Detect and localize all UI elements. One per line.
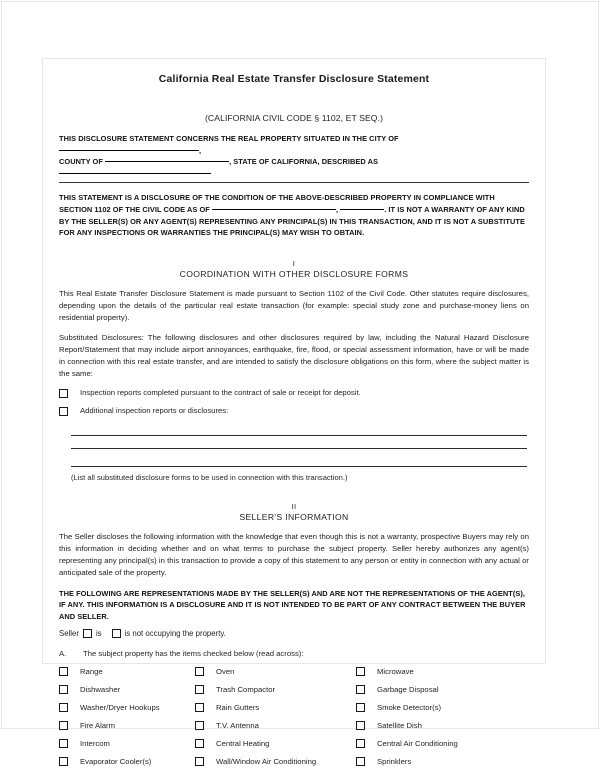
table-row [59, 667, 529, 677]
checkbox-icon[interactable] [195, 721, 204, 730]
checkbox-icon[interactable] [59, 407, 68, 416]
item-a-text: The subject property has the items checked below (read across): [83, 648, 304, 658]
checkbox-icon[interactable] [195, 667, 204, 676]
item-checkbox-cell[interactable] [356, 703, 529, 713]
concerns-text-part3: , STATE OF CALIFORNIA, DESCRIBED AS [229, 157, 379, 167]
checkbox-icon[interactable] [356, 721, 365, 730]
document-page [42, 58, 546, 766]
concerns-comma: , [199, 145, 202, 155]
item-label: Wall/Window Air Conditioning [216, 756, 317, 766]
item-checkbox-cell[interactable] [356, 667, 529, 677]
substituted-disclosures-note: (List all substituted disclosure forms to be used in connection with this transaction.) [71, 473, 348, 483]
city-blank-line[interactable] [59, 149, 199, 151]
item-checkbox-cell[interactable] [59, 685, 195, 695]
item-label: Range [80, 666, 103, 676]
inspection-reports-checkbox-row[interactable] [59, 387, 529, 398]
item-label: Garbage Disposal [377, 684, 439, 694]
checkbox-icon[interactable] [356, 703, 365, 712]
described-as-blank-line[interactable] [59, 172, 211, 174]
section-one-roman: I [292, 258, 296, 268]
concerns-text-part1: THIS DISCLOSURE STATEMENT CONCERNS THE REAL PROPERTY SITUATED IN THE CITY OF [59, 134, 399, 143]
checkbox-icon[interactable] [195, 685, 204, 694]
item-label: Central Air Conditioning [377, 738, 458, 748]
item-label: Oven [216, 666, 235, 676]
item-label: Trash Compactor [216, 684, 276, 694]
item-label: Dishwasher [80, 684, 121, 694]
statement-text-part1: THIS STATEMENT IS A DISCLOSURE OF THE CONDITION OF THE ABOVE-DESCRIBED PROPERTY IN COMPLIANCE WITH SECTION 1102 OF THE CIVIL CODE AS OF [59, 193, 495, 214]
as-of-date-blank-line[interactable] [212, 208, 336, 210]
checkbox-icon[interactable] [59, 389, 68, 398]
blank-line-1[interactable] [71, 423, 527, 436]
item-checkbox-cell[interactable] [59, 667, 195, 677]
item-checkbox-cell[interactable] [356, 739, 529, 749]
table-row [59, 703, 529, 713]
item-checkbox-cell[interactable] [195, 721, 356, 731]
section-one-heading: COORDINATION WITH OTHER DISCLOSURE FORMS [179, 268, 409, 279]
statement-comma: , [335, 204, 339, 214]
item-checkbox-cell[interactable] [195, 757, 356, 767]
checkbox-icon[interactable] [356, 757, 365, 766]
county-blank-line[interactable] [105, 160, 229, 162]
section-two-roman: II [291, 502, 297, 512]
item-label: Fire Alarm [80, 720, 116, 730]
item-label: Smoke Detector(s) [377, 702, 442, 712]
checkbox-icon[interactable] [356, 667, 365, 676]
checkbox-icon[interactable] [59, 739, 68, 748]
item-label: Satellite Dish [377, 720, 422, 730]
table-row [59, 685, 529, 695]
checkbox-icon[interactable] [356, 739, 365, 748]
checkbox-icon[interactable] [195, 739, 204, 748]
property-location-block [59, 133, 529, 183]
inspection-reports-label: Inspection reports completed pursuant to the contract of sale or receipt for deposit. [80, 388, 361, 398]
item-checkbox-cell[interactable] [195, 667, 356, 677]
property-items-grid [59, 667, 529, 767]
item-label: Rain Gutters [216, 702, 260, 712]
item-checkbox-cell[interactable] [356, 757, 529, 767]
item-checkbox-cell[interactable] [356, 721, 529, 731]
blank-line-3[interactable] [71, 454, 527, 467]
checkbox-icon[interactable] [59, 667, 68, 676]
item-a-letter: A. [59, 648, 67, 658]
item-label: Central Heating [216, 738, 270, 748]
item-checkbox-cell[interactable] [59, 703, 195, 713]
seller-occupancy-row[interactable] [59, 629, 529, 638]
item-label: Washer/Dryer Hookups [80, 702, 160, 712]
checkbox-icon[interactable] [112, 629, 121, 638]
item-label: Intercom [80, 738, 110, 748]
section-one-paragraph-1: This Real Estate Transfer Disclosure Statement is made pursuant to Section 1102 of the Civil Code. Other statutes require disclosures, depending upon the details of the particular real estate transaction (for example: special study zone and purchase-money liens on residential property). [59, 288, 529, 322]
checkbox-icon[interactable] [59, 703, 68, 712]
table-row [59, 721, 529, 731]
checkbox-icon[interactable] [356, 685, 365, 694]
civil-code-reference: (CALIFORNIA CIVIL CODE § 1102, ET SEQ.) [204, 113, 384, 123]
additional-reports-label: Additional inspection reports or disclosures: [80, 406, 229, 416]
checkbox-icon[interactable] [59, 721, 68, 730]
item-checkbox-cell[interactable] [356, 685, 529, 695]
checkbox-icon[interactable] [195, 703, 204, 712]
section-two-paragraph-1: The Seller discloses the following information with the knowledge that even though this is not a warranty, prospective Buyers may rely on this information in deciding whether and on what terms to purchase the subject property. Seller hereby authorizes any agent(s) representing any principal(s) in this transaction to provide a copy of this statement to any person or entity in connection with any actual or anticipated sale of the property. [59, 532, 529, 577]
item-label: T.V. Antenna [216, 720, 259, 730]
item-checkbox-cell[interactable] [195, 685, 356, 695]
checkbox-icon[interactable] [83, 629, 92, 638]
blank-line-2[interactable] [71, 436, 527, 449]
section-two-heading: SELLER'S INFORMATION [239, 512, 349, 523]
document-body [59, 67, 529, 775]
checkbox-icon[interactable] [195, 757, 204, 766]
additional-reports-checkbox-row[interactable] [59, 405, 529, 416]
seller-occupancy-prefix: Seller [59, 628, 79, 638]
disclosure-statement-block [59, 192, 529, 238]
section-two-representations-notice: THE FOLLOWING ARE REPRESENTATIONS MADE BY THE SELLER(S) AND ARE NOT THE REPRESENTATIONS OF THE AGENT(S), IF ANY. THIS INFORMATION IS A DISCLOSURE AND IT IS NOT INTENDED TO BE PART OF ANY CONTRACT BETWEEN THE BUYER AND SELLER. [59, 588, 526, 621]
description-blank-line-2[interactable] [59, 181, 529, 183]
checkbox-icon[interactable] [59, 757, 68, 766]
item-checkbox-cell[interactable] [59, 757, 195, 767]
item-a-row [59, 649, 529, 658]
as-of-year-blank-line[interactable] [340, 208, 384, 210]
section-one-paragraph-2: Substituted Disclosures: The following disclosures and other disclosures required by law, including the Natural Hazard Disclosure Report/Statement that may include airport annoyances, earthquake, fire, flood, or special assessment information, have or will be made in connection with this real estate transfer, and are intended to satisfy the disclosure obligations on this form, where the subject matter is the same: [59, 333, 529, 379]
item-label: Sprinklers [377, 756, 412, 766]
table-row [59, 757, 529, 767]
item-checkbox-cell[interactable] [59, 721, 195, 731]
table-row [59, 739, 529, 749]
item-checkbox-cell[interactable] [195, 739, 356, 749]
statement-text-part2: . IT IS NOT A WARRANTY OF ANY KIND BY THE SELLER(S) OR ANY AGENT(S) REPRESENTING ANY PRINCIPAL(S) IN THIS TRANSACTION, AND IT IS NOT A SUBSTITUTE FOR ANY INSPECTIONS OR WARRANTIES THE PRINCIPAL(S) MAY WISH TO OBTAIN. [59, 204, 525, 238]
seller-is-label: is [95, 628, 102, 638]
substituted-disclosures-blank-lines [71, 423, 527, 467]
item-label: Microwave [377, 666, 414, 676]
item-checkbox-cell[interactable] [59, 739, 195, 749]
item-checkbox-cell[interactable] [195, 703, 356, 713]
concerns-text-part2: COUNTY OF [59, 157, 103, 167]
item-label: Evaporator Cooler(s) [80, 756, 152, 766]
page-title: California Real Estate Transfer Disclosure Statement [158, 73, 430, 85]
checkbox-icon[interactable] [59, 685, 68, 694]
seller-is-not-label: is not occupying the property. [124, 628, 226, 638]
